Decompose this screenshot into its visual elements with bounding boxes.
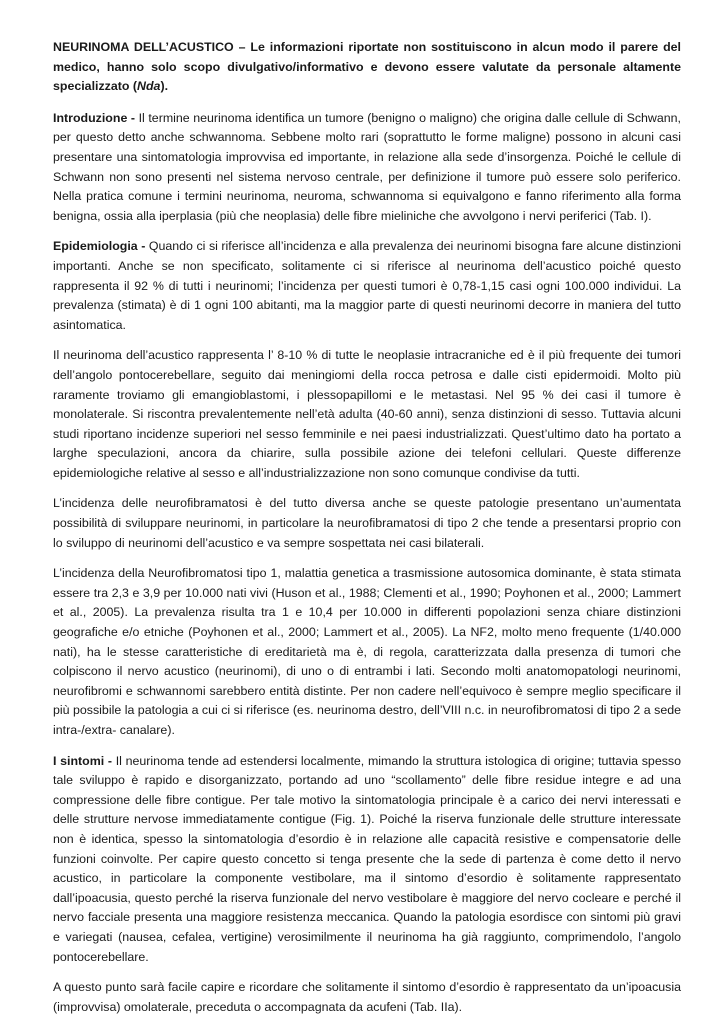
acoustic-neuroma-paragraph: Il neurinoma dell’acustico rappresenta l’ 8-10 % di tutte le neoplasie intracraniche ed è il più frequente dei tumori dell’angolo pontocerebellare, seguito dai meningiomi della rocca petrosa e dalle cisti epidermoidi. Molto più raramente troviamo gli emangioblastomi, i plessopapillomi e le metastasi. Nel 95 % dei casi il tumore è monolaterale. Si riscontra prevalentemente nell’età adulta (40-60 anni), senza distinzioni di sesso. Tuttavia alcuni studi riportano incidenze superiori nel sesso femminile e nei paesi industrializzati. Quest’ultimo dato ha portato a larghe speculazioni, ancora da chiarire, sulla possibile azione dei telefoni cellulari. Queste differenze epidemiologiche relative al sesso e all’industrializzazione non sono comunque condivise da tutti. — [53, 348, 681, 480]
document-page — [53, 38, 681, 1028]
symptoms-paragraph — [53, 752, 681, 968]
epidemiology-text: Quando ci si riferisce all’incidenza e alla prevalenza dei neurinomi bisogna fare alcune distinzioni importanti. Anche se non specificato, solitamente ci si riferisce al neurinoma dell’acustico poiché questo rappresenta il 92 % di tutti i neurinomi; l’incidenza per questi tumori è 0,78-1,15 casi ogni 100.000 individui. La prevalenza (stimata) è di 1 ogni 100 abitanti, ma la maggior parte di questi neurinomi decorre in maniera del tutto asintomatica. — [53, 239, 681, 332]
intro-paragraph — [53, 109, 681, 227]
intro-heading: Introduzione - — [53, 110, 139, 125]
epidemiology-paragraph — [53, 237, 681, 335]
symptoms-text: Il neurinoma tende ad estendersi localmente, mimando la struttura istologica di origine; tuttavia spesso tale sviluppo è rapido e disorganizzato, portando ad uno “scollamento” delle fibre residue integre e ad una compressione delle fibre contigue. Per tale motivo la sintomatologia principale è a carico dei nervi interessati e delle strutture nervose immediatamente contigue (Fig. 1). Poiché la riserva funzionale delle strutture interessate non è identica, spesso la sintomatologia d’esordio è in relazione alle capacità resistive e compensatorie delle funzioni coinvolte. Per capire questo concetto si tenga presente che la sede di partenza è come detto il nervo acustico, in particolare la componente vestibolare, ma il sintomo d’esordio è solitamente rappresentato dall’ipoacusia, questo perché la riserva funzionale del nervo vestibolare è maggiore del nervo cocleare e perché il nervo facciale presenta una maggiore resistenza meccanica. Quando la patologia esordisce con sintomi più gravi e variegati (nausea, cefalea, vertigine) verosimilmente il neurinoma ha già raggiunto, comprimendolo, l’angolo pontocerebellare. — [53, 753, 681, 964]
title-end: ). — [160, 79, 169, 94]
title-italic-note: Nda — [137, 79, 161, 94]
intro-text: Il termine neurinoma identifica un tumore (benigno o maligno) che origina dalle cellule di Schwann, per questo detto anche schwannoma. Sebbene molto rari (soprattutto le forme maligne) possono in alcuni casi presentare una sintomatologia improvvisa ed importante, in relazione alla sede d’insorgenza. Poiché le cellule di Schwann non sono presenti nel sistema nervoso centrale, per definizione il tumore può essere solo periferico. Nella pratica comune i termini neurinoma, neuroma, schwannoma si equivalgono e fanno riferimento alla forma benigna, ossia alla iperplasia (più che neoplasia) delle fibre mieliniche che avvolgono i nervi periferici (Tab. I). — [53, 110, 681, 223]
title-text: NEURINOMA DELL’ACUSTICO – Le informazioni riportate non sostituiscono in alcun modo il parere del medico, hanno solo scopo divulgativo/informativo e devono essere valutate da personale altamente specializzato ( — [53, 40, 681, 94]
epidemiology-heading: Epidemiologia - — [53, 239, 149, 254]
neurofibromatosis-incidence-paragraph: L’incidenza delle neurofibramatosi è del tutto diversa anche se queste patologie presentano un’aumentata possibilità di sviluppare neurinomi, in particolare la neurofibramatosi di tipo 2 che tende a presentarsi proprio con lo sviluppo di neurinomi dell’acustico e va sempre sospettata nei casi bilaterali. — [53, 496, 681, 550]
nf1-paragraph: L’incidenza della Neurofibromatosi tipo 1, malattia genetica a trasmissione autosomica dominante, è stata stimata essere tra 2,3 e 3,9 per 10.000 nati vivi (Huson et al., 1988; Clementi et al., 1990; Poyhonen et al., 2000; Lammert et al., 2005). La prevalenza risulta tra 1 e 10,4 per 10.000 in differenti popolazioni senza chiare distinzioni geografiche e/o etniche (Poyhonen et al., 2000; Lammert et al., 2005). La NF2, molto meno frequente (1/40.000 nati), ha le stesse caratteristiche di ereditarietà ma è, di regola, caratterizzata dalla presenza di tumori che colpiscono il nervo acustico (neurinomi), di uno o di entrambi i lati. Secondo molti anatomopatologi neurinomi, neurofibromi e schwannomi sarebbero entità distinte. Per non cadere nell’equivoco è sempre meglio specificare il più possibile la patologia a cui ci si riferisce (es. neurinoma destro, dell’VIII n.c. in neurofibromatosi di tipo 2 a sede intra-/extra- canalare). — [53, 566, 681, 737]
document-title — [53, 38, 681, 97]
symptoms-heading: I sintomi - — [53, 753, 116, 768]
final-paragraph: A questo punto sarà facile capire e ricordare che solitamente il sintomo d’esordio è rappresentato da un’ipoacusia (improvvisa) omolaterale, preceduta o accompagnata da acufeni (Tab. IIa). — [53, 980, 681, 1014]
